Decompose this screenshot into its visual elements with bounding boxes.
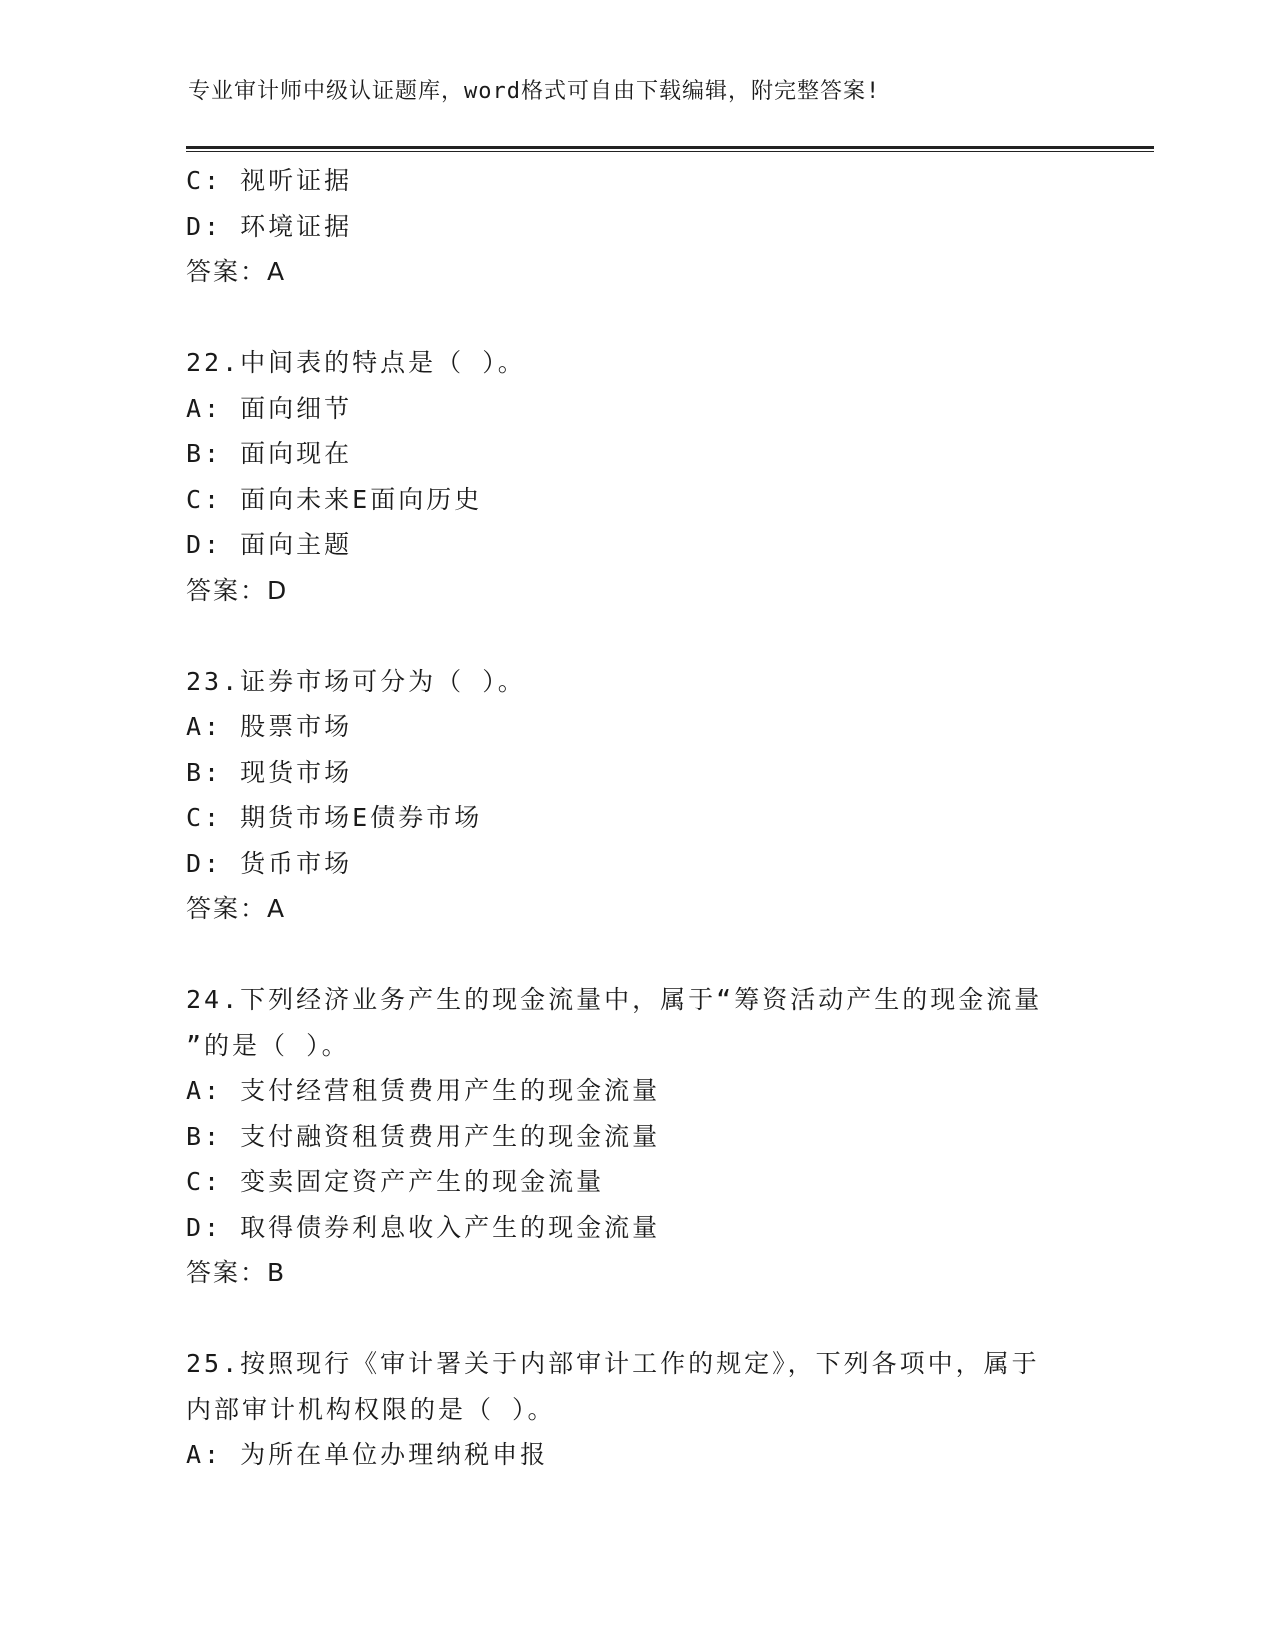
header-rule-thin <box>186 151 1154 152</box>
question-block-q24 <box>186 977 1086 1296</box>
option-line: A: 支付经营租赁费用产生的现金流量 <box>186 1076 661 1105</box>
block-spacer <box>186 932 1086 978</box>
question-text: 25.按照现行《审计署关于内部审计工作的规定》，下列各项中，属于 <box>186 1349 1040 1378</box>
option-line: D: 取得债券利息收入产生的现金流量 <box>186 1212 661 1242</box>
answer-line: 答案：A <box>186 257 287 286</box>
option-line: B: 现货市场 <box>186 757 353 787</box>
option-line: A: 股票市场 <box>186 712 353 741</box>
option-line: C: 期货市场E债券市场 <box>186 803 483 832</box>
option-line: C: 视听证据 <box>186 166 353 195</box>
block-spacer <box>186 295 1086 341</box>
option-line: D: 货币市场 <box>186 848 353 878</box>
question-content <box>186 158 1086 1478</box>
question-text: 22.中间表的特点是（ ）。 <box>186 348 526 377</box>
option-line: C: 变卖固定资产产生的现金流量 <box>186 1167 605 1196</box>
option-line: D: 环境证据 <box>186 211 353 241</box>
question-text: 内部审计机构权限的是（ ）。 <box>186 1394 556 1424</box>
question-block-q21-tail <box>186 158 1086 295</box>
question-block-q25 <box>186 1341 1086 1478</box>
block-spacer <box>186 1296 1086 1342</box>
answer-line: 答案：D <box>186 575 289 605</box>
question-text: 23.证券市场可分为（ ）。 <box>186 666 526 696</box>
question-text: ”的是（ ）。 <box>186 1030 350 1060</box>
option-line: A: 为所在单位办理纳税申报 <box>186 1440 549 1469</box>
answer-line: 答案：A <box>186 894 287 923</box>
header-rule-thick <box>186 146 1154 149</box>
option-line: D: 面向主题 <box>186 530 353 559</box>
option-line: A: 面向细节 <box>186 393 353 423</box>
answer-line: 答案：B <box>186 1258 287 1287</box>
question-block-q22 <box>186 340 1086 613</box>
option-line: C: 面向未来E面向历史 <box>186 484 483 514</box>
option-line: B: 支付融资租赁费用产生的现金流量 <box>186 1121 661 1151</box>
page-header: 专业审计师中级认证题库，word格式可自由下载编辑，附完整答案! <box>188 79 881 104</box>
question-block-q23 <box>186 659 1086 932</box>
option-line: B: 面向现在 <box>186 439 353 468</box>
block-spacer <box>186 613 1086 659</box>
question-text: 24.下列经济业务产生的现金流量中，属于“筹资活动产生的现金流量 <box>186 985 1043 1014</box>
